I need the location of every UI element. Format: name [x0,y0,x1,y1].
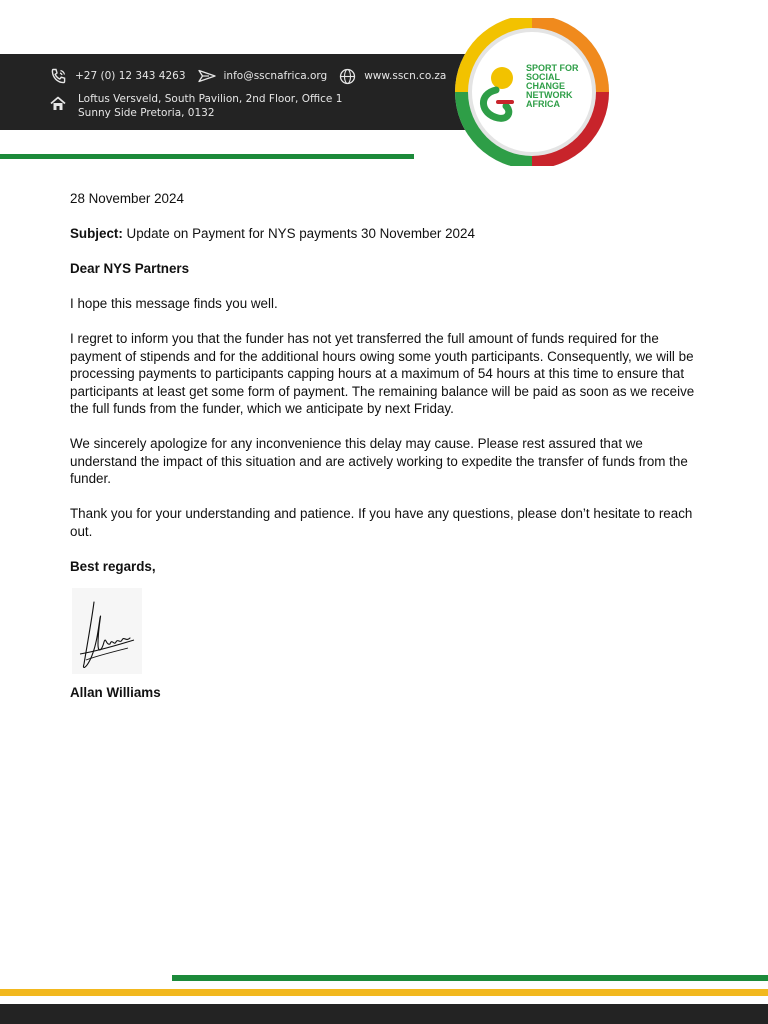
subject-label: Subject: [70,225,123,241]
website-contact [339,68,446,85]
email-address: info@sscnafrica.org [223,70,328,82]
send-icon [198,69,216,83]
logo-line-1: SPORT FOR [526,63,579,73]
address-block [50,92,342,120]
letter-subject [70,225,710,243]
phone-icon [50,68,67,84]
email-contact [198,69,328,83]
signature-drawing [72,588,142,674]
paragraph-3: We sincerely apologize for any inconvenience this delay may cause. Please rest assured that we understand the impact of this situation and are actively working to expedite the transfer of funds from the funder. [70,436,688,487]
closing: Best regards, [70,559,156,575]
address-line-2: Sunny Side Pretoria, 0132 [78,107,215,119]
paragraph-1: I hope this message finds you well. [70,295,278,311]
website-url: www.sscn.co.za [364,70,447,82]
logo-line-4: NETWORK [526,90,573,100]
footer-green-rule [172,975,768,981]
signature-image [72,588,142,674]
salutation: Dear NYS Partners [70,260,190,276]
logo-line-2: SOCIAL [526,72,561,82]
home-icon [50,96,66,111]
phone-number: +27 (0) 12 343 4263 [75,70,186,82]
logo-line-5: AFRICA [526,99,560,109]
subject-text: Update on Payment for NYS payments 30 November 2024 [122,225,475,241]
address-line-1: Loftus Versveld, South Pavilion, 2nd Floor, Office 1 [78,93,343,105]
footer-yellow-rule [0,989,768,996]
sscn-logo [452,18,612,166]
signatory-name: Allan Williams [70,685,161,701]
letter-body [70,190,710,719]
globe-icon [339,68,356,85]
logo-line-3: CHANGE [526,81,566,91]
paragraph-4: Thank you for your understanding and patience. If you have any questions, please don’t hesitate to reach out. [70,506,693,540]
letter-date: 28 November 2024 [70,191,184,206]
header-green-rule [0,154,414,159]
phone-contact [50,68,186,84]
contact-line [50,66,458,86]
footer-dark-bar [0,1004,768,1024]
paragraph-2: I regret to inform you that the funder has not yet transferred the full amount of funds required for the payment of stipends and for the additional hours owing some youth participants. Consequently, we will be processing payments to participants capping hours at a maximum of 54 hours at this time to ensure that participants at least get some form of payment. The remaining balance will be paid as soon as we receive the full funds from the funder, which we anticipate by next Friday. [70,330,695,417]
